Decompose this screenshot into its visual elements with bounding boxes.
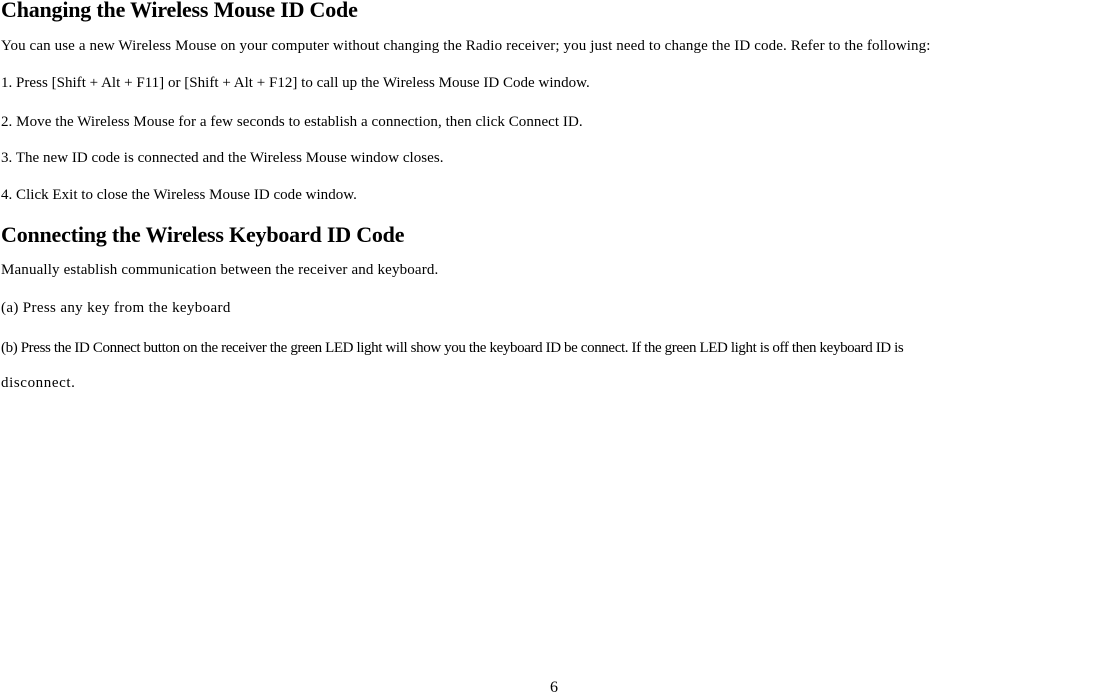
step-2: 2. Move the Wireless Mouse for a few seconds to establish a connection, then click Connect ID. — [1, 114, 583, 130]
section-intro-mouse-id: You can use a new Wireless Mouse on your computer without changing the Radio receiver; you just need to change the ID code. Refer to the following: — [1, 38, 931, 54]
step-1: 1. Press [Shift + Alt + F11] or [Shift + Alt + F12] to call up the Wireless Mouse ID Code window. — [1, 75, 590, 91]
step-3: 3. The new ID code is connected and the Wireless Mouse window closes. — [1, 150, 444, 166]
item-a: (a) Press any key from the keyboard — [1, 300, 231, 316]
section-heading-mouse-id: Changing the Wireless Mouse ID Code — [1, 0, 358, 22]
section-intro-keyboard-id: Manually establish communication between the receiver and keyboard. — [1, 262, 439, 278]
item-b: (b) Press the ID Connect button on the receiver the green LED light will show you the keyboard ID be connect. If the green LED light is off then keyboard ID is — [1, 340, 904, 356]
page-number: 6 — [550, 679, 558, 696]
step-4: 4. Click Exit to close the Wireless Mouse ID code window. — [1, 187, 357, 203]
item-b-continuation: disconnect. — [1, 375, 76, 391]
section-heading-keyboard-id: Connecting the Wireless Keyboard ID Code — [1, 222, 405, 247]
